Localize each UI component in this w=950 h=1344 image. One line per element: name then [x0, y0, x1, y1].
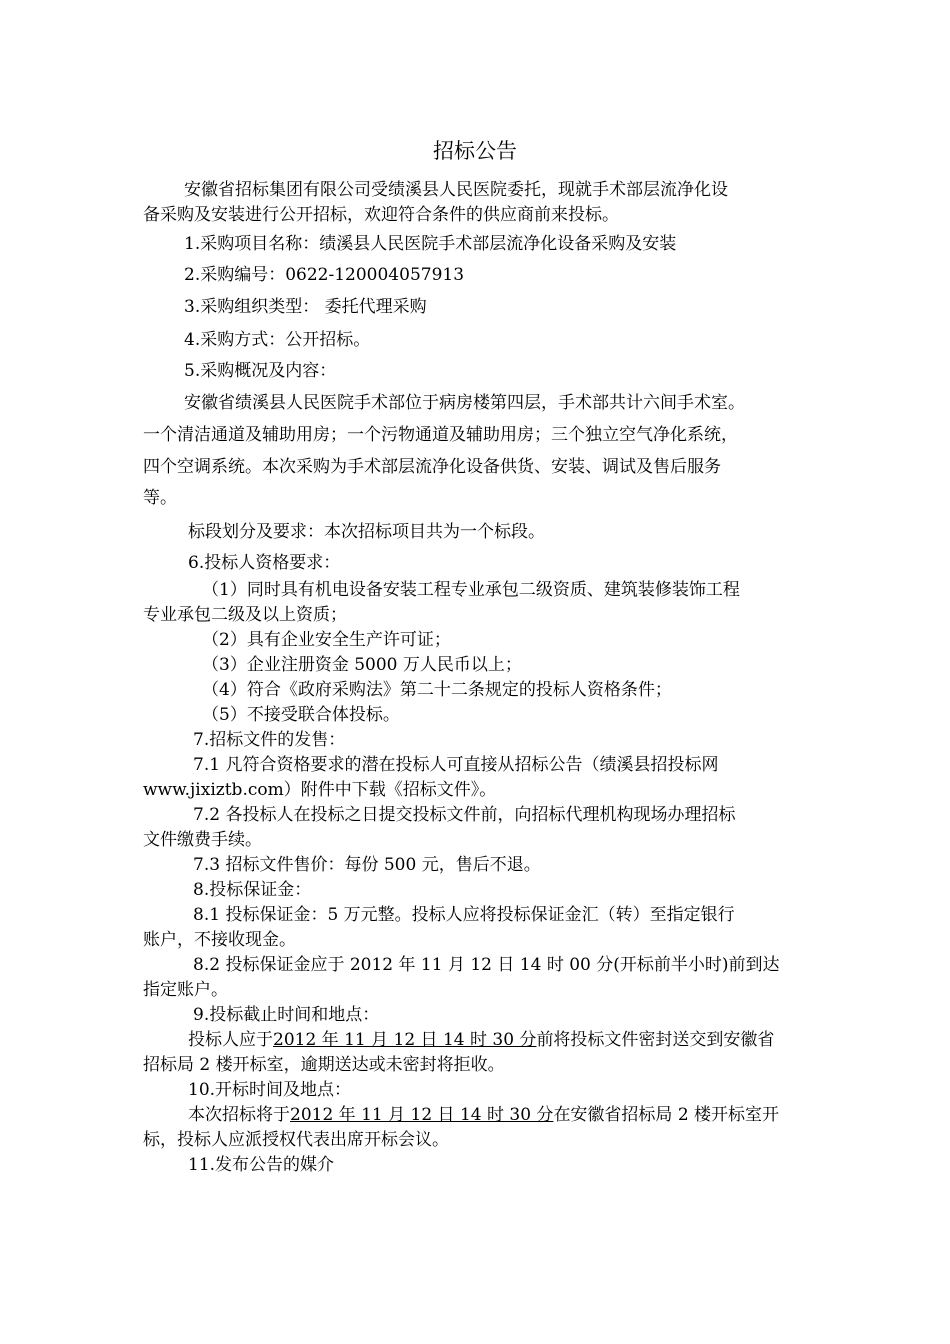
item-overview-heading: 5.采购概况及内容： — [184, 361, 337, 381]
intro-line-1: 安徽省招标集团有限公司受绩溪县人民医院委托，现就手术部层流净化设 — [184, 180, 728, 200]
item-document-sale: 7.招标文件的发售： — [193, 730, 346, 750]
intro-line-2: 备采购及安装进行公开招标，欢迎符合条件的供应商前来投标。 — [143, 205, 619, 225]
item-8-1-line-1: 8.1 投标保证金：5 万元整。投标人应将投标保证金汇（转）至指定银行 — [193, 905, 735, 925]
opening-prefix: 本次招标将于 — [188, 1105, 290, 1125]
item-project-name: 1.采购项目名称：绩溪县人民医院手术部层流净化设备采购及安装 — [184, 234, 677, 254]
qualification-2: （2）具有企业安全生产许可证； — [202, 630, 451, 650]
item-8-2-line-1: 8.2 投标保证金应于 2012 年 11 月 12 日 14 时 00 分(开标前半小时)前到达 — [193, 955, 780, 975]
item-qualification-heading: 6.投标人资格要求： — [188, 553, 341, 573]
qualification-3: （3）企业注册资金 5000 万人民币以上； — [202, 655, 522, 675]
item-8-1-line-2: 账户，不接收现金。 — [143, 930, 296, 950]
deadline-suffix: 前将投标文件密封送交到安徽省 — [536, 1030, 775, 1050]
deadline-prefix: 投标人应于 — [188, 1030, 273, 1050]
opening-line-2: 标，投标人应派授权代表出席开标会议。 — [143, 1130, 449, 1150]
item-7-1-line-2: www.jixiztb.com）附件中下载《招标文件》。 — [143, 780, 497, 800]
item-8-2-line-2: 指定账户。 — [143, 980, 228, 1000]
overview-line-4: 等。 — [143, 488, 177, 508]
deadline-line-1 — [188, 1029, 774, 1051]
overview-line-1: 安徽省绩溪县人民医院手术部位于病房楼第四层，手术部共计六间手术室。 — [184, 393, 745, 413]
item-7-2-line-2: 文件缴费手续。 — [143, 830, 262, 850]
item-deadline-heading: 9.投标截止时间和地点： — [193, 1005, 380, 1025]
item-7-1-line-1: 7.1 凡符合资格要求的潜在投标人可直接从招标公告（绩溪县招投标网 — [193, 755, 719, 775]
item-7-2-line-1: 7.2 各投标人在投标之日提交投标文件前，向招标代理机构现场办理招标 — [193, 805, 736, 825]
overview-line-3: 四个空调系统。本次采购为手术部层流净化设备供货、安装、调试及售后服务 — [143, 457, 721, 477]
deadline-time: 2012 年 11 月 12 日 14 时 30 分 — [273, 1030, 537, 1050]
item-media-heading: 11.发布公告的媒介 — [188, 1155, 335, 1175]
deadline-line-2: 招标局 2 楼开标室，逾期送达或未密封将拒收。 — [143, 1055, 505, 1075]
item-procurement-number: 2.采购编号：0622-120004057913 — [184, 265, 465, 285]
qualification-5: （5）不接受联合体投标。 — [202, 705, 400, 725]
overview-line-2: 一个清洁通道及辅助用房；一个污物通道及辅助用房；三个独立空气净化系统， — [143, 425, 738, 445]
item-organization-type: 3.采购组织类型： 委托代理采购 — [184, 297, 427, 317]
item-bid-bond: 8.投标保证金： — [193, 880, 312, 900]
item-procurement-method: 4.采购方式：公开招标。 — [184, 330, 371, 350]
qualification-4: （4）符合《政府采购法》第二十二条规定的投标人资格条件； — [202, 680, 672, 700]
opening-suffix: 在安徽省招标局 2 楼开标室开 — [553, 1105, 780, 1125]
item-7-3: 7.3 招标文件售价：每份 500 元，售后不退。 — [193, 855, 541, 875]
lot-division: 标段划分及要求：本次招标项目共为一个标段。 — [188, 522, 545, 542]
opening-line-1 — [188, 1104, 779, 1126]
qualification-1-line-1: （1）同时具有机电设备安装工程专业承包二级资质、建筑装修装饰工程 — [202, 580, 740, 600]
qualification-1-line-2: 专业承包二级及以上资质； — [143, 605, 347, 625]
item-opening-heading: 10.开标时间及地点： — [188, 1080, 352, 1100]
page-title: 招标公告 — [433, 139, 517, 163]
opening-time: 2012 年 11 月 12 日 14 时 30 分 — [290, 1105, 554, 1125]
